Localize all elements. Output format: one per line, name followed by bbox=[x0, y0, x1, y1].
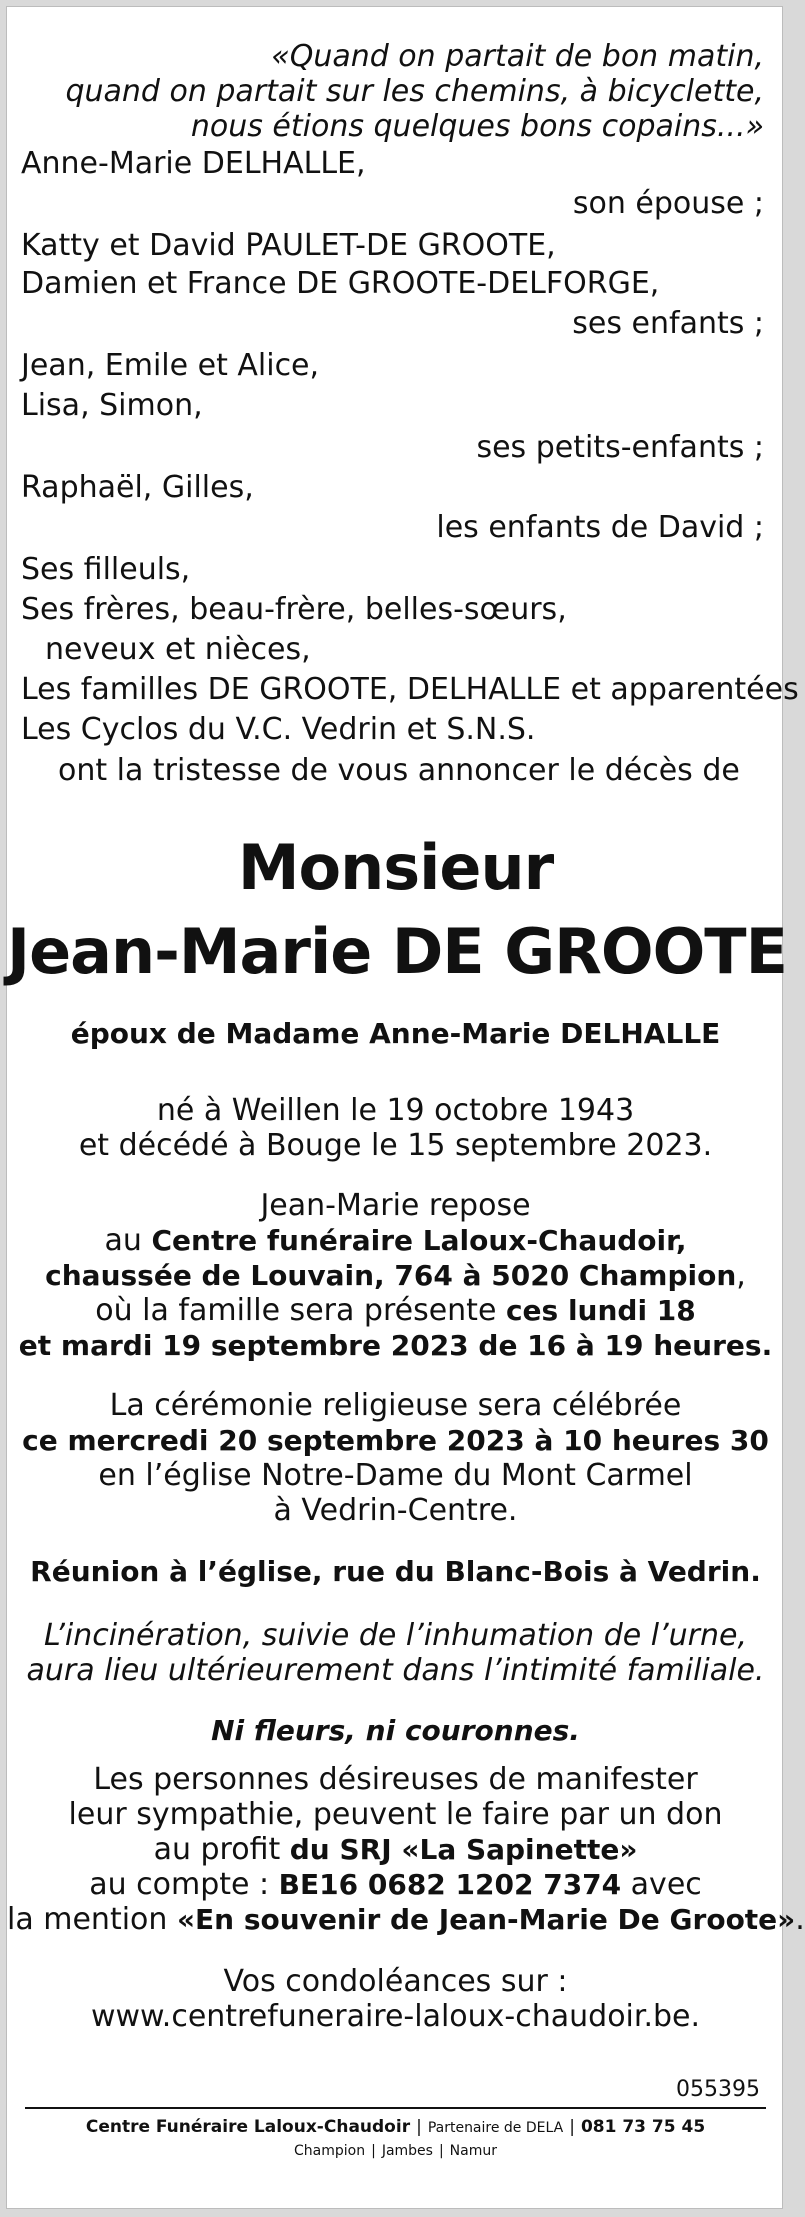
announcement: ont la tristesse de vous annoncer le décès de bbox=[58, 753, 740, 788]
deceased-title: Monsieur bbox=[237, 831, 554, 904]
children-role: ses enfants ; bbox=[572, 306, 764, 341]
families: Les familles DE GROOTE, DELHALLE et apparentées bbox=[21, 672, 799, 707]
footer-phone: 081 73 75 45 bbox=[580, 2117, 706, 2137]
child-line-2: Damien et France DE GROOTE-DELFORGE, bbox=[21, 266, 660, 301]
incineration-line-2: aura lieu ultérieurement dans l’intimité familiale. bbox=[26, 1653, 765, 1688]
footer-partner: Partenaire de DELA bbox=[427, 2120, 564, 2136]
spouse-of-line: époux de Madame Anne-Marie DELHALLE bbox=[70, 1017, 721, 1050]
donation-line-1: Les personnes désireuses de manifester bbox=[93, 1762, 698, 1797]
ceremony-line-2: ce mercredi 20 septembre 2023 à 10 heures 30 bbox=[22, 1424, 769, 1457]
spouse-role: son épouse ; bbox=[572, 186, 764, 221]
death-line: et décédé à Bouge le 15 septembre 2023. bbox=[78, 1128, 713, 1163]
siblings: Ses frères, beau-frère, belles-sœurs, bbox=[21, 592, 567, 627]
footer-rule bbox=[25, 2107, 766, 2109]
footer-company: Centre Funéraire Laloux-Chaudoir bbox=[85, 2117, 411, 2137]
condolences-line-1: Vos condoléances sur : bbox=[223, 1964, 568, 1999]
reference-code: 055395 bbox=[676, 2077, 760, 2102]
reunion-line: Réunion à l’église, rue du Blanc-Bois à Vedrin. bbox=[30, 1555, 761, 1588]
david-children: Raphaël, Gilles, bbox=[21, 470, 254, 505]
quote-line-1: «Quand on partait de bon matin, bbox=[271, 39, 764, 74]
incineration-line-1: L’incinération, suivie de l’inhumation de l’urne, bbox=[44, 1618, 747, 1653]
ceremony-line-1: La cérémonie religieuse sera célébrée bbox=[109, 1388, 682, 1423]
spouse-name: Anne-Marie DELHALLE, bbox=[21, 146, 366, 181]
footer-line-1: Centre Funéraire Laloux-Chaudoir | Partenaire de DELA | 081 73 75 45 bbox=[85, 2117, 706, 2137]
nephews-nieces: neveux et nièces, bbox=[45, 632, 311, 667]
grandchildren-line-2: Lisa, Simon, bbox=[21, 388, 203, 423]
ceremony-line-4: à Vedrin-Centre. bbox=[273, 1493, 518, 1528]
grandchildren-line-1: Jean, Emile et Alice, bbox=[21, 348, 320, 383]
footer-line-2: Champion | Jambes | Namur bbox=[294, 2143, 497, 2159]
footer-location-1: Champion bbox=[294, 2143, 366, 2159]
david-children-role: les enfants de David ; bbox=[436, 510, 764, 545]
donation-line-4: au compte : BE16 0682 1202 7374 avec bbox=[89, 1867, 702, 1902]
donation-line-5: la mention «En souvenir de Jean-Marie De Groote». bbox=[7, 1902, 805, 1937]
quote-line-3: nous étions quelques bons copains...» bbox=[190, 109, 764, 144]
repose-line-2: au Centre funéraire Laloux-Chaudoir, bbox=[104, 1223, 687, 1258]
repose-line-3: chaussée de Louvain, 764 à 5020 Champion, bbox=[45, 1258, 746, 1293]
footer-location-3: Namur bbox=[449, 2143, 497, 2159]
repose-line-1: Jean-Marie repose bbox=[260, 1188, 531, 1223]
donation-line-3: au profit du SRJ «La Sapinette» bbox=[153, 1832, 638, 1867]
cycling-club: Les Cyclos du V.C. Vedrin et S.N.S. bbox=[21, 712, 536, 747]
quote-line-2: quand on partait sur les chemins, à bicyclette, bbox=[65, 74, 764, 109]
repose-line-5: et mardi 19 septembre 2023 de 16 à 19 heures. bbox=[18, 1329, 773, 1362]
no-flowers: Ni fleurs, ni couronnes. bbox=[211, 1714, 580, 1747]
footer-location-2: Jambes bbox=[381, 2143, 433, 2159]
deceased-name: Jean-Marie DE GROOTE bbox=[7, 915, 787, 988]
grandchildren-role: ses petits-enfants ; bbox=[476, 430, 764, 465]
ceremony-line-3: en l’église Notre-Dame du Mont Carmel bbox=[98, 1458, 693, 1493]
condolences-url[interactable]: www.centrefuneraire-laloux-chaudoir.be. bbox=[90, 1999, 701, 2034]
obituary-notice bbox=[6, 6, 805, 2209]
repose-line-4: où la famille sera présente ces lundi 18 bbox=[95, 1293, 696, 1328]
godchildren: Ses filleuls, bbox=[21, 552, 191, 587]
birth-line: né à Weillen le 19 octobre 1943 bbox=[156, 1093, 635, 1128]
donation-line-2: leur sympathie, peuvent le faire par un don bbox=[68, 1797, 723, 1832]
child-line-1: Katty et David PAULET-DE GROOTE, bbox=[21, 228, 556, 263]
